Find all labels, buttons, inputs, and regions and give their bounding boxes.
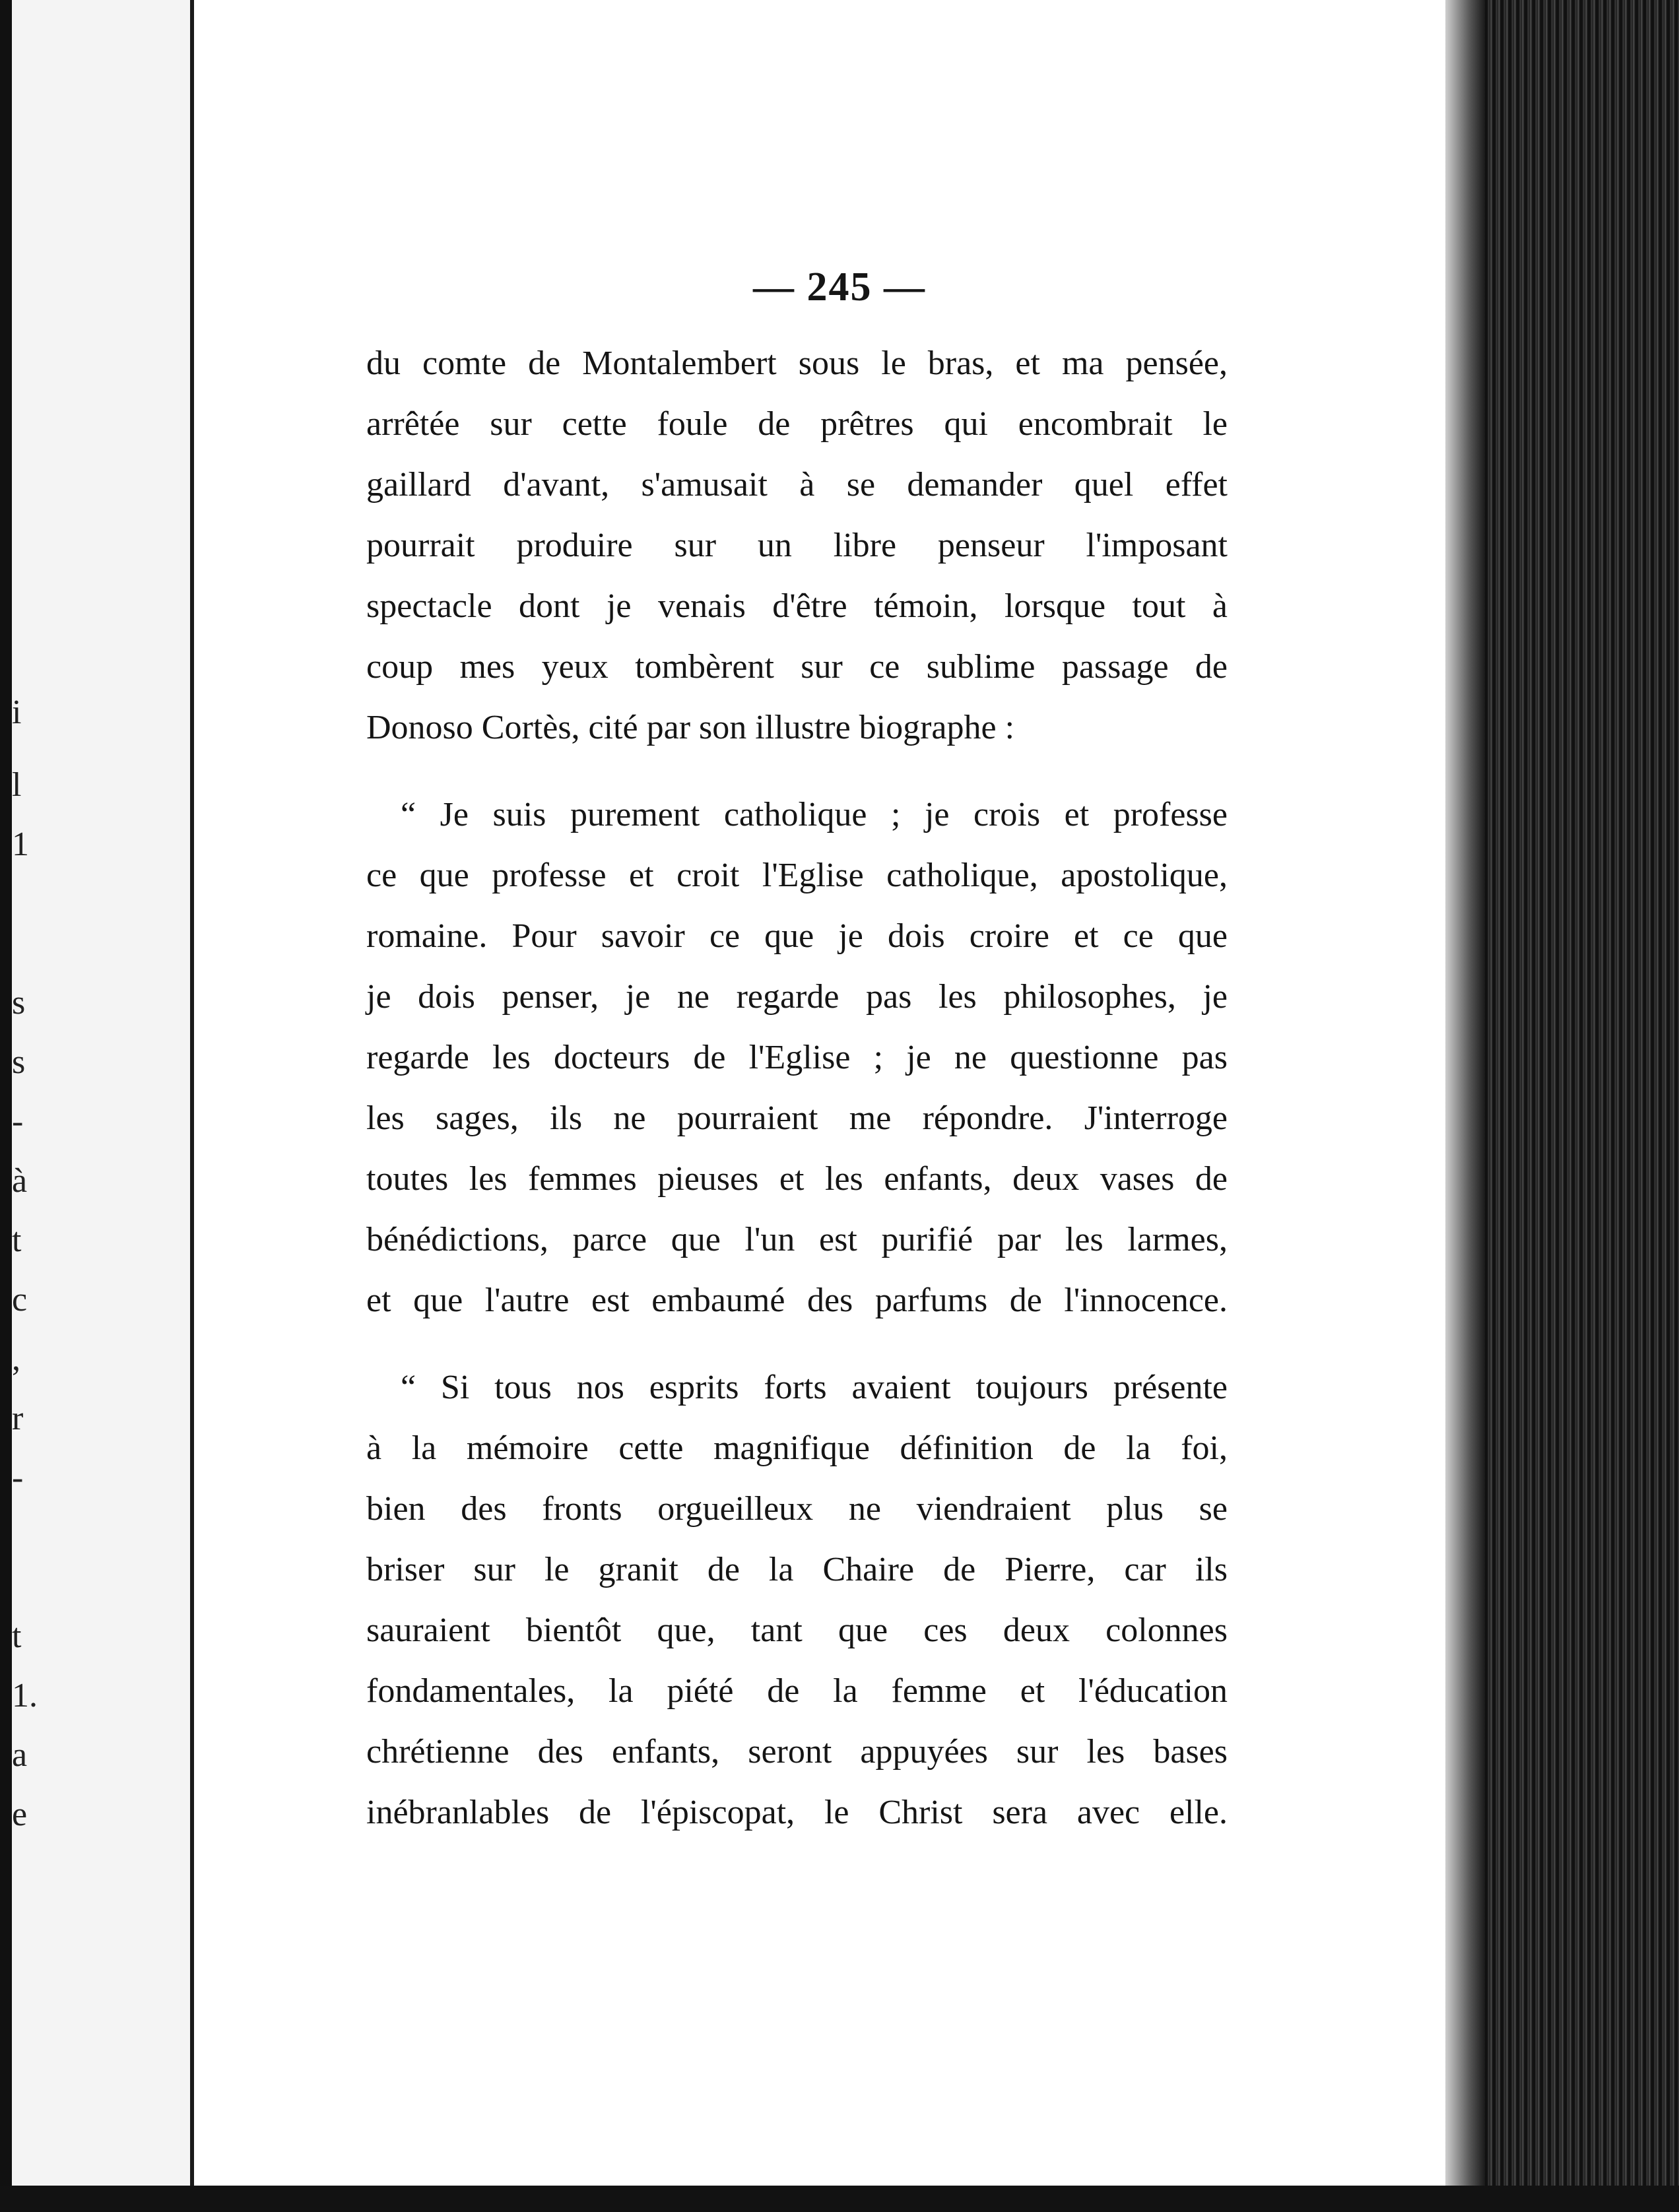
text-line: sauraient bientôt que, tant que ces deux colonnes xyxy=(366,1611,1228,1649)
text-line: “ Si tous nos esprits forts avaient toujours présente xyxy=(401,1369,1228,1406)
facing-page-fragment: c xyxy=(12,1281,28,1318)
facing-page-fragment: s xyxy=(12,1043,26,1081)
text-line: je dois penser, je ne regarde pas les philosophes, je xyxy=(366,978,1228,1016)
text-line: regarde les docteurs de l'Eglise ; je ne questionne pas xyxy=(366,1039,1228,1076)
text-line: ce que professe et croit l'Eglise catholique, apostolique, xyxy=(366,857,1228,894)
text-line: et que l'autre est embaumé des parfums de l'innocence. xyxy=(366,1282,1228,1319)
facing-page-fragment: t xyxy=(12,1221,22,1259)
text-line: arrêtée sur cette foule de prêtres qui encombrait le xyxy=(366,405,1228,443)
text-line: inébranlables de l'épiscopat, le Christ sera avec elle. xyxy=(366,1794,1228,1831)
facing-page-edge xyxy=(12,0,194,2212)
facing-page-fragment: i xyxy=(12,694,22,731)
text-line: coup mes yeux tombèrent sur ce sublime passage de xyxy=(366,648,1228,686)
facing-page-fragment: s xyxy=(12,984,26,1022)
facing-page-fragment: à xyxy=(12,1162,28,1200)
facing-page-fragment: r xyxy=(12,1400,24,1437)
facing-page-fragment: 1. xyxy=(12,1677,38,1714)
text-line: spectacle dont je venais d'être témoin, lorsque tout à xyxy=(366,587,1228,625)
paragraph-2 xyxy=(366,785,1228,1331)
scan-border-bottom xyxy=(0,2186,1679,2212)
text-line: romaine. Pour savoir ce que je dois croire et ce que xyxy=(366,917,1228,955)
facing-page-fragment: a xyxy=(12,1736,28,1774)
paragraph-1 xyxy=(366,333,1228,758)
facing-page-fragment: l xyxy=(12,766,22,804)
book-fore-edge xyxy=(1445,0,1679,2212)
text-line: Donoso Cortès, cité par son illustre biographe : xyxy=(366,709,1015,746)
facing-page-fragment: t xyxy=(12,1617,22,1655)
facing-page-fragment: - xyxy=(12,1459,24,1497)
facing-page-fragment: , xyxy=(12,1340,20,1378)
scan-border-left xyxy=(0,0,12,2212)
page-number: — 245 — xyxy=(753,265,926,309)
text-line: toutes les femmes pieuses et les enfants, deux vases de xyxy=(366,1160,1228,1198)
facing-page-fragment: - xyxy=(12,1103,24,1140)
paragraph-3 xyxy=(366,1357,1228,1843)
text-line: bien des fronts orgueilleux ne viendraient plus se xyxy=(366,1490,1228,1528)
facing-page-fragment: 1 xyxy=(12,826,29,863)
text-line: “ Je suis purement catholique ; je crois et professe xyxy=(401,796,1228,833)
text-line: du comte de Montalembert sous le bras, et ma pensée, xyxy=(366,344,1228,382)
text-line: chrétienne des enfants, seront appuyées sur les bases xyxy=(366,1733,1228,1771)
text-line: briser sur le granit de la Chaire de Pierre, car ils xyxy=(366,1551,1228,1588)
body-text xyxy=(366,333,1228,1843)
text-line: pourrait produire sur un libre penseur l'imposant xyxy=(366,527,1228,564)
text-line: bénédictions, parce que l'un est purifié par les larmes, xyxy=(366,1221,1228,1258)
facing-page-fragment: e xyxy=(12,1796,28,1833)
text-line: gaillard d'avant, s'amusait à se demander quel effet xyxy=(366,466,1228,504)
text-line: fondamentales, la piété de la femme et l'éducation xyxy=(366,1672,1228,1710)
text-line: les sages, ils ne pourraient me répondre. J'interroge xyxy=(366,1099,1228,1137)
text-line: à la mémoire cette magnifique définition de la foi, xyxy=(366,1429,1228,1467)
